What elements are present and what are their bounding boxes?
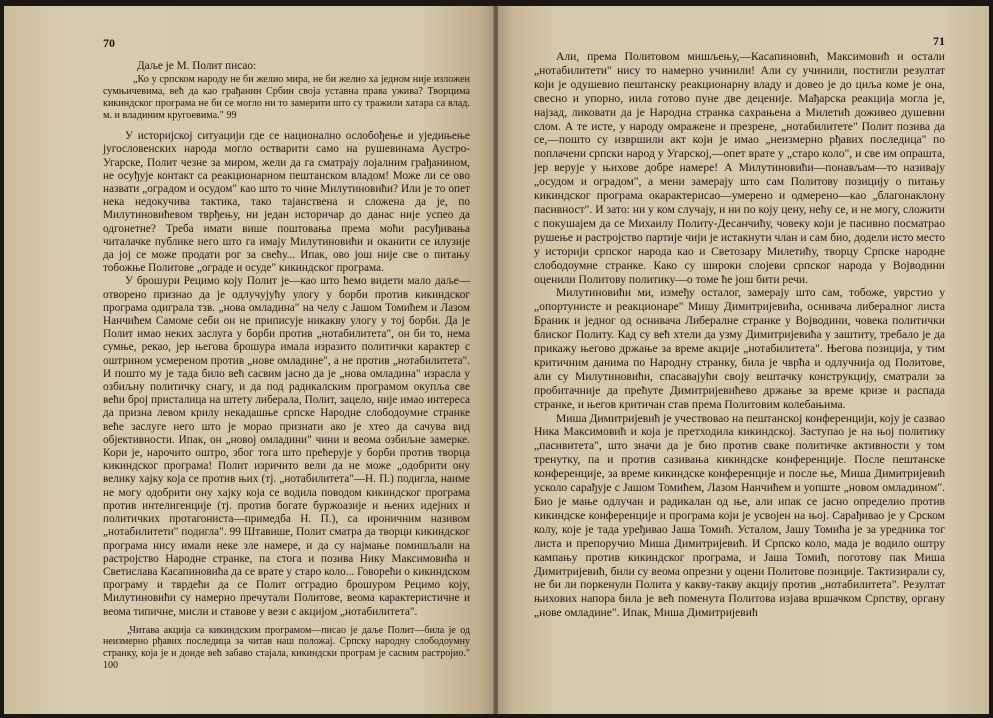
intro-line: Даље је М. Полит писао: — [137, 60, 257, 72]
paragraph: Милутиновићи ми, између осталог, замерају што сам, тобоже, уврстио у „опортунисте и реакционаре" Мишу Димитријевића, оснивача либералног листа Браник и једног од оснивача Либералне странке у Војводини, човека политички блиског Политу. Кад су већ хтели да узму Димитријевића у заштиту, требало је да прикажу његово држање за време акције „нотабилитета". Његова позиција, у тим критичним данима по Народну странку, била је чврћа и одлучнија од Политове, али су Милутиновићи, спасавајући своју вештачку конструкцију, сматрали за пробитачније да прећуте Димитријевићево држање за време кризе и распада странке, и његов критичан став према Политовим колебањима. — [534, 286, 945, 411]
page-number-right: 71 — [933, 34, 945, 48]
footnote-quote: „Читава акција са кикиндским програмом—писао је даље Полит—била је од неизмерно рђавих последица за читав наш положај. Српску народну слободоумну странку, која је и донде већ забаво стајала, кикиндски програм је сасвим растројио." 100 — [103, 624, 470, 671]
paragraph: Али, према Политовом мишљењу,—Касапиновић, Максимовић и остали „нотабилитети" нису то намерно учинили! Али су учинили, постигли резултат који је одушевио пештанску реакционарну владу и довео је до циља коме је она, свесно и упорно, иила готово пуне две деценије. Мађарска реакција могла је, најзад, ликовати да је Народна странка сахрањена а Милетић доживео душевни слом. А те исте, у народу омражене и презрене, „нотабилитете" Полит позива да се,—пошто су извршили акт који је имао „неизмерно рђавих последица" по поплачени српски народ у Угарској,—опет врате у „старо коло", и све им опрашта, јер верује у њихове добре намере! А Милутиновићи—понављам—то називају „осудом и оградом", а мени замерају што сам Политову позицију о питању кикиндског програма окарактерисао—умерено и одмерено—као „благонаклону пасивност". И зато: ни у ком случају, и ни по коју цену, нећу се, и не могу, сложити с покушајем да се Михаилу Политу-Десанчићу, човеку који је пасивно посматрао рушење и растројство партије чији је истакнути члан и сам био, додели исто место у историји српског народа као и Светозару Милетићу, творцу Српске народне слободоумне странке. Како су широки слојеви српског народа у Војводини оценили Политову политику—о томе ће још бити речи. — [534, 50, 945, 286]
right-page — [498, 6, 989, 714]
left-page — [4, 6, 494, 714]
block-quote: „Ко у српском народу не би желио мира, не би желио ха једном није изложен сумњичевима, већ да као грађанин Србин своја уставна права ужива? Творцима кикиндског програма не би се могло ни то замерити што су тражили хатара са влад. м. и владиним кругоевима." 99 — [103, 74, 470, 122]
paragraph: У историјској ситуацији где се национално ослобођење и уједињење југословенских народа могло остварити само на рушевинама Аустро-Угарске, Полит чезне за миром, жели да га сматрају лојалним грађанином, не осуђује контакт са реакционарном пештанском владом! Може ли се ово назвати „оградом и осудом" као што то чине Милутиновићи? Или је то опет нека недокучива тактика, тако тајанствена и сложена да је, по Милутиновићевом тврђењу, ни један историчар до данас није успео да одгонетне? Треба имати више поштовања према моћи расуђивања читалачке публике него што га имају Милутиновићи и оканити се илузије да јој се може продати рог за свећу... Ипак, ово још није све о питању тобожње Политове „ограде и осуде" кикиндског програма. — [103, 130, 470, 275]
paragraph: Миша Димитријевић је учествовао на пештанској конференцији, коју је сазвао Ника Максимовић и која је претходила кикиндској. Заступао је на њој политику „пасивитета", што значи да је био против сваке политичке активности у том тренутку, па и против сазивања кикиндске конференције. После пештанске конференције, за време кикиндске конференције и после ње, Миша Димитријевић усколо сарађује с Јашом Томићем, Лазом Нанчићем и уопште „новом омладином". Био је мање одлучан и радикалан од ње, али ипак се јасно определио против кикиндске конференције и програма који је усвојен на њој. Сарађивао је у Срском колу, које је тада уређивао Јаша Томић. Усталом, Јашу Томића је за уредника тог листа и препоручио Миша Димитријевић. И Српско коло, мада је водило оштру кампању против кикиндског програма, и Јаша Томић, поготову пак Миша Димитријевић, били су веома опрезни у оцени Политове позиције. Тактизирали су, не би ли поркенули Полита у какву-такву акцију против „нотабилитета". Резултат њихових напора била је већ поменута Политова изјава вршачком Српству, органу „нове омладине". Ипак, Миша Димитријевић — [534, 411, 945, 620]
paragraph: У брошури Рецимо којy Полит је—као што ћемо видети мало даље—отворено признао да је одлучујућу улогу у борби против кикиндског програма одиграла тзв. „нова омладина" на челу с Јашом Томићем и Лазом Нанчићем Самоме себи он не приписује никакву улогу у тој борби. Да је Полит имао неких заслуга у борби против „нотабилитета", он би то, нема сумње, рекао, јер његова брошура имала изразито политички карактер с оштрином усмереном против „нове омладине", а не против „нотабилитета". И поштo му је тада било већ сасвим јасно да је „нова омладина" израсла у озбиљну политичку снагу, и да под радикалским програмом окупља све већи број присталица на штету либерала, Полит, зацело, није имао интереса да призна левом крилу некадашње српске Народне слободоумне странке веће заслуге него што је морао признати ако је хтео да сачува вид објективности. Ипак, он „новој омладини" чини и веома озбиљне замерке. Кори је, нарочито оштро, због тога што прећерује у борби против творца кикиндског програма! Полит изричито вели да не може „одобрити ону велику хајку која се против њих (тј. „нотабилитета"—Н. П.) подигла, наиме не могу одобрити ону хајку која се водила поводом кикиндског програма против интелигенције (тј. против богате буржоазије и њених идејних и политичких протагониста—примедба Н. П.), са ироничним називом „нотабилитети" подигла". 99 Штавише, Полит сматра да творци кикиндског програма нису имали неке зле намере, и да су најмање помишљали на растројство Народне странке, па стога и позива Нику Максимовића и Светислава Касапиновића да се врате у старо коло... Говорећи о кикиндском програму и тврдећи да се Полит огградио брошуром Рецимо којy, Милутиновићи су намерно пречутали Политове, веома карактеристичне и веома типичне, мисли и ставове у вези с акцијом „нотабилитета". — [103, 275, 470, 618]
page-number-left: 70 — [103, 36, 115, 50]
